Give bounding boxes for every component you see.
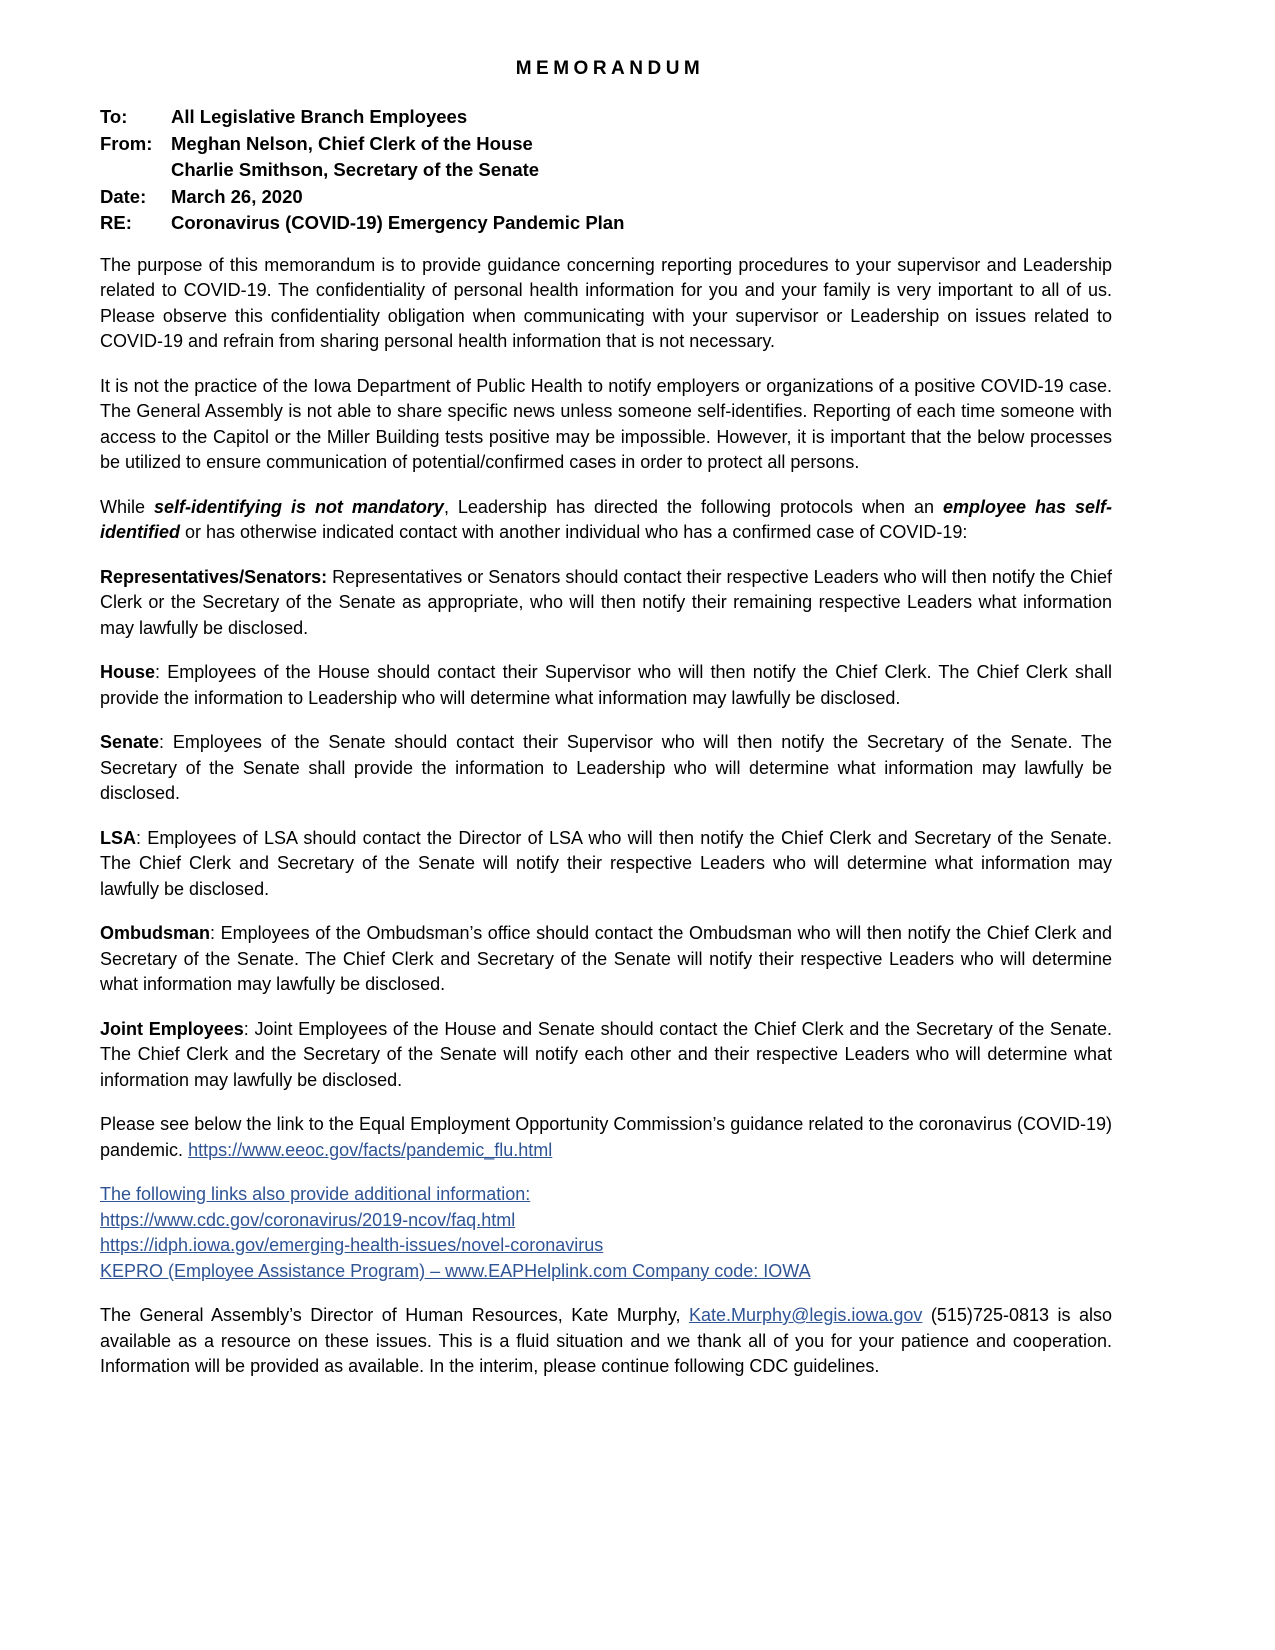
section-text: : Employees of the Senate should contact their Supervisor who will then notify the Secretary of the Senate. The Secretary of the Senate shall provide the information to Leadership who will determine what information may lawfully be disclosed. (100, 732, 1112, 803)
section-heading: House (100, 662, 156, 682)
section-lsa (100, 826, 1112, 903)
section-text: Representatives or Senators should contact their respective Leaders who will then notify the Chief Clerk or the Secretary of the Senate as appropriate, who will then notify their remaining respective Leaders what information may lawfully be disclosed. (100, 566, 1112, 638)
re-label: RE: (100, 212, 132, 233)
section-heading: LSA (100, 827, 136, 848)
closing-paragraph (100, 1303, 1112, 1380)
text-run: or has otherwise indicated contact with another individual who has a confirmed case of COVID-19: (180, 522, 968, 542)
eeoc-link[interactable]: https://www.eeoc.gov/facts/pandemic_flu.html (188, 1139, 553, 1160)
section-heading: Representatives/Senators: (100, 566, 328, 587)
section-representatives-senators (100, 565, 1112, 642)
idph-practice-paragraph: It is not the practice of the Iowa Department of Public Health to notify employers or organizations of a positive COVID-19 case. The General Assembly is not able to share specific news unless someone self-identifies. Reporting of each time someone with access to the Capitol or the Miller Building tests positive may be impossible. However, it is important that the below processes be utilized to ensure communication of potential/confirmed cases in order to protect all persons. (100, 375, 1112, 472)
purpose-paragraph: The purpose of this memorandum is to provide guidance concerning reporting procedures to your supervisor and Leadership related to COVID-19. The confidentiality of personal health information for you and your family is very important to all of us. Please observe this confidentiality obligation when communicating with your supervisor or Leadership on issues related to COVID-19 and refrain from sharing personal health information that is not necessary. (100, 254, 1112, 351)
memo-title: MEMORANDUM (515, 58, 705, 79)
cdc-link[interactable]: https://www.cdc.gov/coronavirus/2019-ncov/faq.html (100, 1209, 516, 1230)
section-heading: Ombudsman (100, 923, 211, 943)
section-senate (100, 730, 1112, 807)
additional-links (100, 1182, 1112, 1284)
text-run: While (100, 496, 154, 517)
section-text: : Employees of the Ombudsman’s office should contact the Ombudsman who will then notify the Chief Clerk and Secretary of the Senate. The Chief Clerk and Secretary of the Senate will notify their respective Leaders who will determine what information may lawfully be disclosed. (100, 923, 1112, 994)
section-heading: Joint Employees (100, 1018, 244, 1039)
memorandum-page (100, 58, 1112, 1399)
from-label: From: (100, 132, 153, 154)
to-label: To: (100, 106, 128, 127)
section-heading: Senate (100, 732, 160, 752)
from-value-1: Meghan Nelson, Chief Clerk of the House (171, 132, 533, 154)
date-row (100, 184, 1112, 211)
text-run: , Leadership has directed the following protocols when an (443, 496, 943, 517)
date-value: March 26, 2020 (171, 185, 303, 207)
to-row (100, 104, 1112, 131)
from-row (100, 131, 1112, 158)
section-joint-employees (100, 1017, 1112, 1094)
re-value: Coronavirus (COVID-19) Emergency Pandemic Plan (171, 212, 625, 233)
from-row-2 (100, 157, 1112, 184)
emphasis-self-identified: employee has self-identified (100, 496, 1112, 542)
section-house (100, 660, 1112, 711)
closing-text-2: (515)725-0813 is also available as a resource on these issues. This is a fluid situation and we thank all of you for your patience and cooperation. Information will be provided as available. In the interim, please continue following CDC guidelines. (100, 1305, 1112, 1376)
links-heading-link[interactable]: The following links also provide additional information: (100, 1184, 531, 1204)
date-label: Date: (100, 185, 147, 207)
section-text: : Employees of the House should contact their Supervisor who will then notify the Chief Clerk. The Chief Clerk shall provide the information to Leadership who will determine what information may lawfully be disclosed. (100, 662, 1112, 708)
closing-text: The General Assembly’s Director of Human Resources, Kate Murphy, (100, 1305, 690, 1325)
eeoc-paragraph (100, 1112, 1112, 1163)
hr-email-link[interactable]: Kate.Murphy@legis.iowa.gov (689, 1305, 923, 1325)
re-row (100, 210, 1112, 237)
self-identify-paragraph (100, 495, 1112, 546)
kepro-link[interactable]: KEPRO (Employee Assistance Program) – www.EAPHelplink.com Company code: IOWA (100, 1260, 811, 1281)
from-value-2: Charlie Smithson, Secretary of the Senate (171, 159, 540, 180)
to-value: All Legislative Branch Employees (171, 106, 468, 127)
emphasis-not-mandatory: self-identifying is not mandatory (153, 496, 444, 517)
section-ombudsman (100, 921, 1112, 998)
eeoc-text: Please see below the link to the Equal Employment Opportunity Commission’s guidance related to the coronavirus (COVID-19) pandemic. (100, 1114, 1112, 1160)
section-text: : Joint Employees of the House and Senate should contact the Chief Clerk and the Secretary of the Senate. The Chief Clerk and the Secretary of the Senate will notify each other and their respective Leaders who will determine what information may lawfully be disclosed. (100, 1018, 1112, 1090)
memo-header (100, 104, 1112, 237)
idph-link[interactable]: https://idph.iowa.gov/emerging-health-issues/novel-coronavirus (100, 1235, 604, 1255)
section-text: : Employees of LSA should contact the Director of LSA who will then notify the Chief Clerk and Secretary of the Senate. The Chief Clerk and Secretary of the Senate will notify their respective Leaders who will determine what information may lawfully be disclosed. (100, 827, 1112, 899)
